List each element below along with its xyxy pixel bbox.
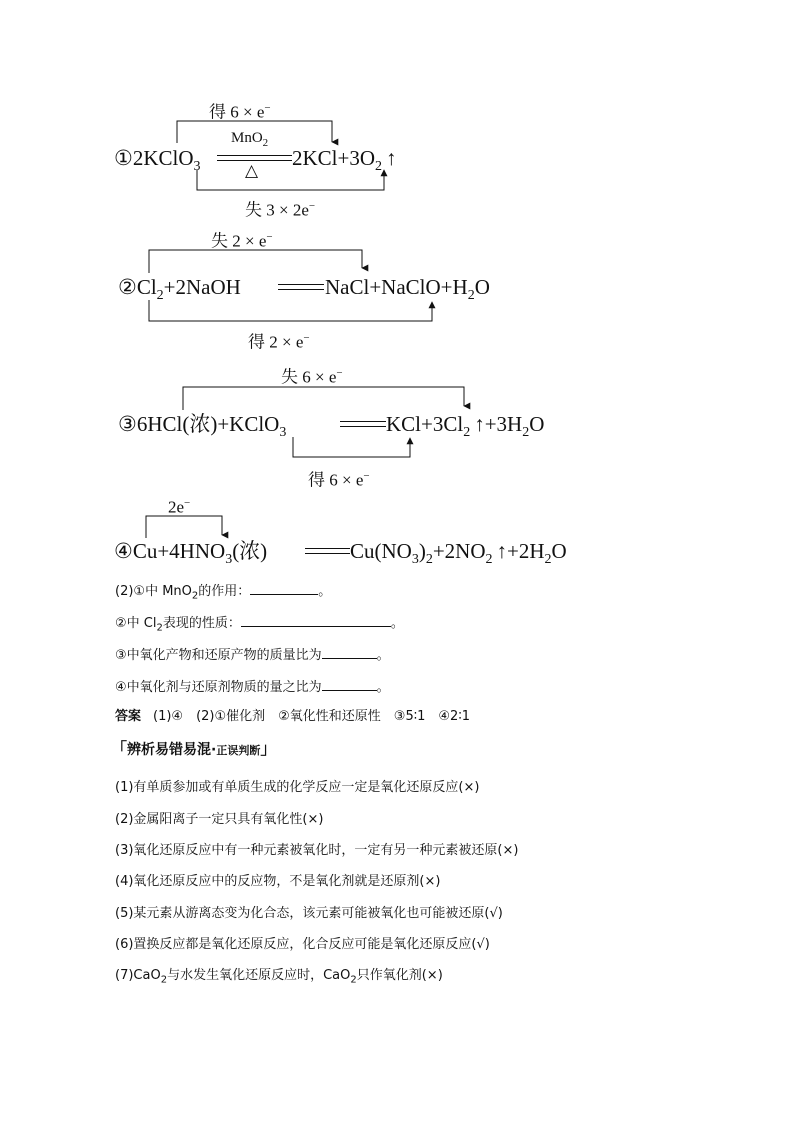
judgment-item: (5)某元素从游离态变为化合态，该元素可能被氧化也可能被还原(√)	[115, 906, 503, 921]
r4-products: $Cu(NO_3)_2+2NO_2$ $↑+2H_2O$	[350, 539, 567, 568]
r2-products: $NaCl+NaClO+H_2O$	[325, 275, 490, 304]
judgment-item: (4)氧化还原反应中的反应物，不是氧化剂就是还原剂(×)	[115, 874, 441, 889]
r2-lose-label: 失 2 × e−	[211, 231, 273, 251]
question-2-3: ③中氧化产物和还原产物的质量比为 。	[115, 648, 390, 663]
r3-equals-top	[340, 421, 386, 422]
judgment-item: (2)金属阳离子一定只具有氧化性(×)	[115, 812, 324, 827]
r3-products: $KCl+3Cl_2$ $↑+3H_2O$	[386, 412, 545, 441]
answer-blank[interactable]	[322, 646, 377, 659]
section-header: 「辨析易错易混·正误判断」	[111, 739, 277, 758]
r2-reactants: $②Cl_2+2NaOH$	[118, 275, 241, 304]
answer-blank[interactable]	[250, 582, 318, 595]
answer-label: 答案	[115, 709, 142, 724]
answer-line	[115, 708, 470, 726]
question-2-4: ④中氧化剂与还原剂物质的量之比为 。	[115, 680, 390, 695]
r1-catalyst: MnO$_2$	[231, 130, 269, 149]
r4-electrons-label: 2e−	[168, 497, 191, 517]
r3-equals-bottom	[340, 426, 386, 427]
answer-text: (1)④ (2)①催化剂 ②氧化性和还原性 ③5∶1 ④2∶1	[153, 709, 470, 724]
judgment-item: (7)CaO$_2$与水发生氧化还原反应时，CaO$_2$只作氧化剂(×)	[115, 968, 443, 986]
r2-equals-top	[278, 284, 324, 285]
r3-lose-bridge	[183, 387, 464, 410]
question-2-2: ②中 $Cl_2$表现的性质： 。	[115, 616, 404, 634]
r3-gain-label: 得 6 × e−	[308, 470, 370, 490]
judgment-item: (3)氧化还原反应中有一种元素被氧化时，一定有另一种元素被还原(×)	[115, 843, 519, 858]
section-subtitle: 正误判断	[216, 744, 261, 757]
question-2-1: (2)①中 MnO$_2$的作用： 。	[115, 584, 332, 602]
section-title: 辨析易错易混	[127, 742, 212, 758]
r1-reactant: ①2KClO$_3$	[114, 146, 201, 175]
r1-products: $2KCl+3O_2$ ↑	[292, 146, 397, 175]
r2-lose-bridge	[149, 250, 362, 273]
answer-blank[interactable]	[241, 614, 391, 627]
r2-gain-label: 得 2 × e−	[248, 332, 310, 352]
judgment-item: (1)有单质参加或有单质生成的化学反应一定是氧化还原反应(×)	[115, 780, 480, 795]
r4-reactants: $④Cu+4HNO_3$(浓)	[114, 539, 268, 568]
r1-equals-top	[217, 155, 292, 156]
r1-gain-label: 得 6 × e−	[209, 102, 271, 122]
r3-lose-label: 失 6 × e−	[281, 367, 343, 387]
r1-lose-label: 失 3 × 2e−	[245, 200, 316, 220]
r4-equals-top	[305, 548, 350, 549]
r1-heat-condition: △	[245, 161, 259, 180]
r3-reactants: ③6HCl(浓)+KClO$_3$	[118, 412, 287, 441]
answer-blank[interactable]	[322, 678, 377, 691]
judgment-item: (6)置换反应都是氧化还原反应，化合反应可能是氧化还原反应(√)	[115, 937, 490, 952]
r2-equals-bottom	[278, 289, 324, 290]
r4-transfer-bridge	[146, 516, 222, 538]
r4-equals-bottom	[305, 553, 350, 554]
